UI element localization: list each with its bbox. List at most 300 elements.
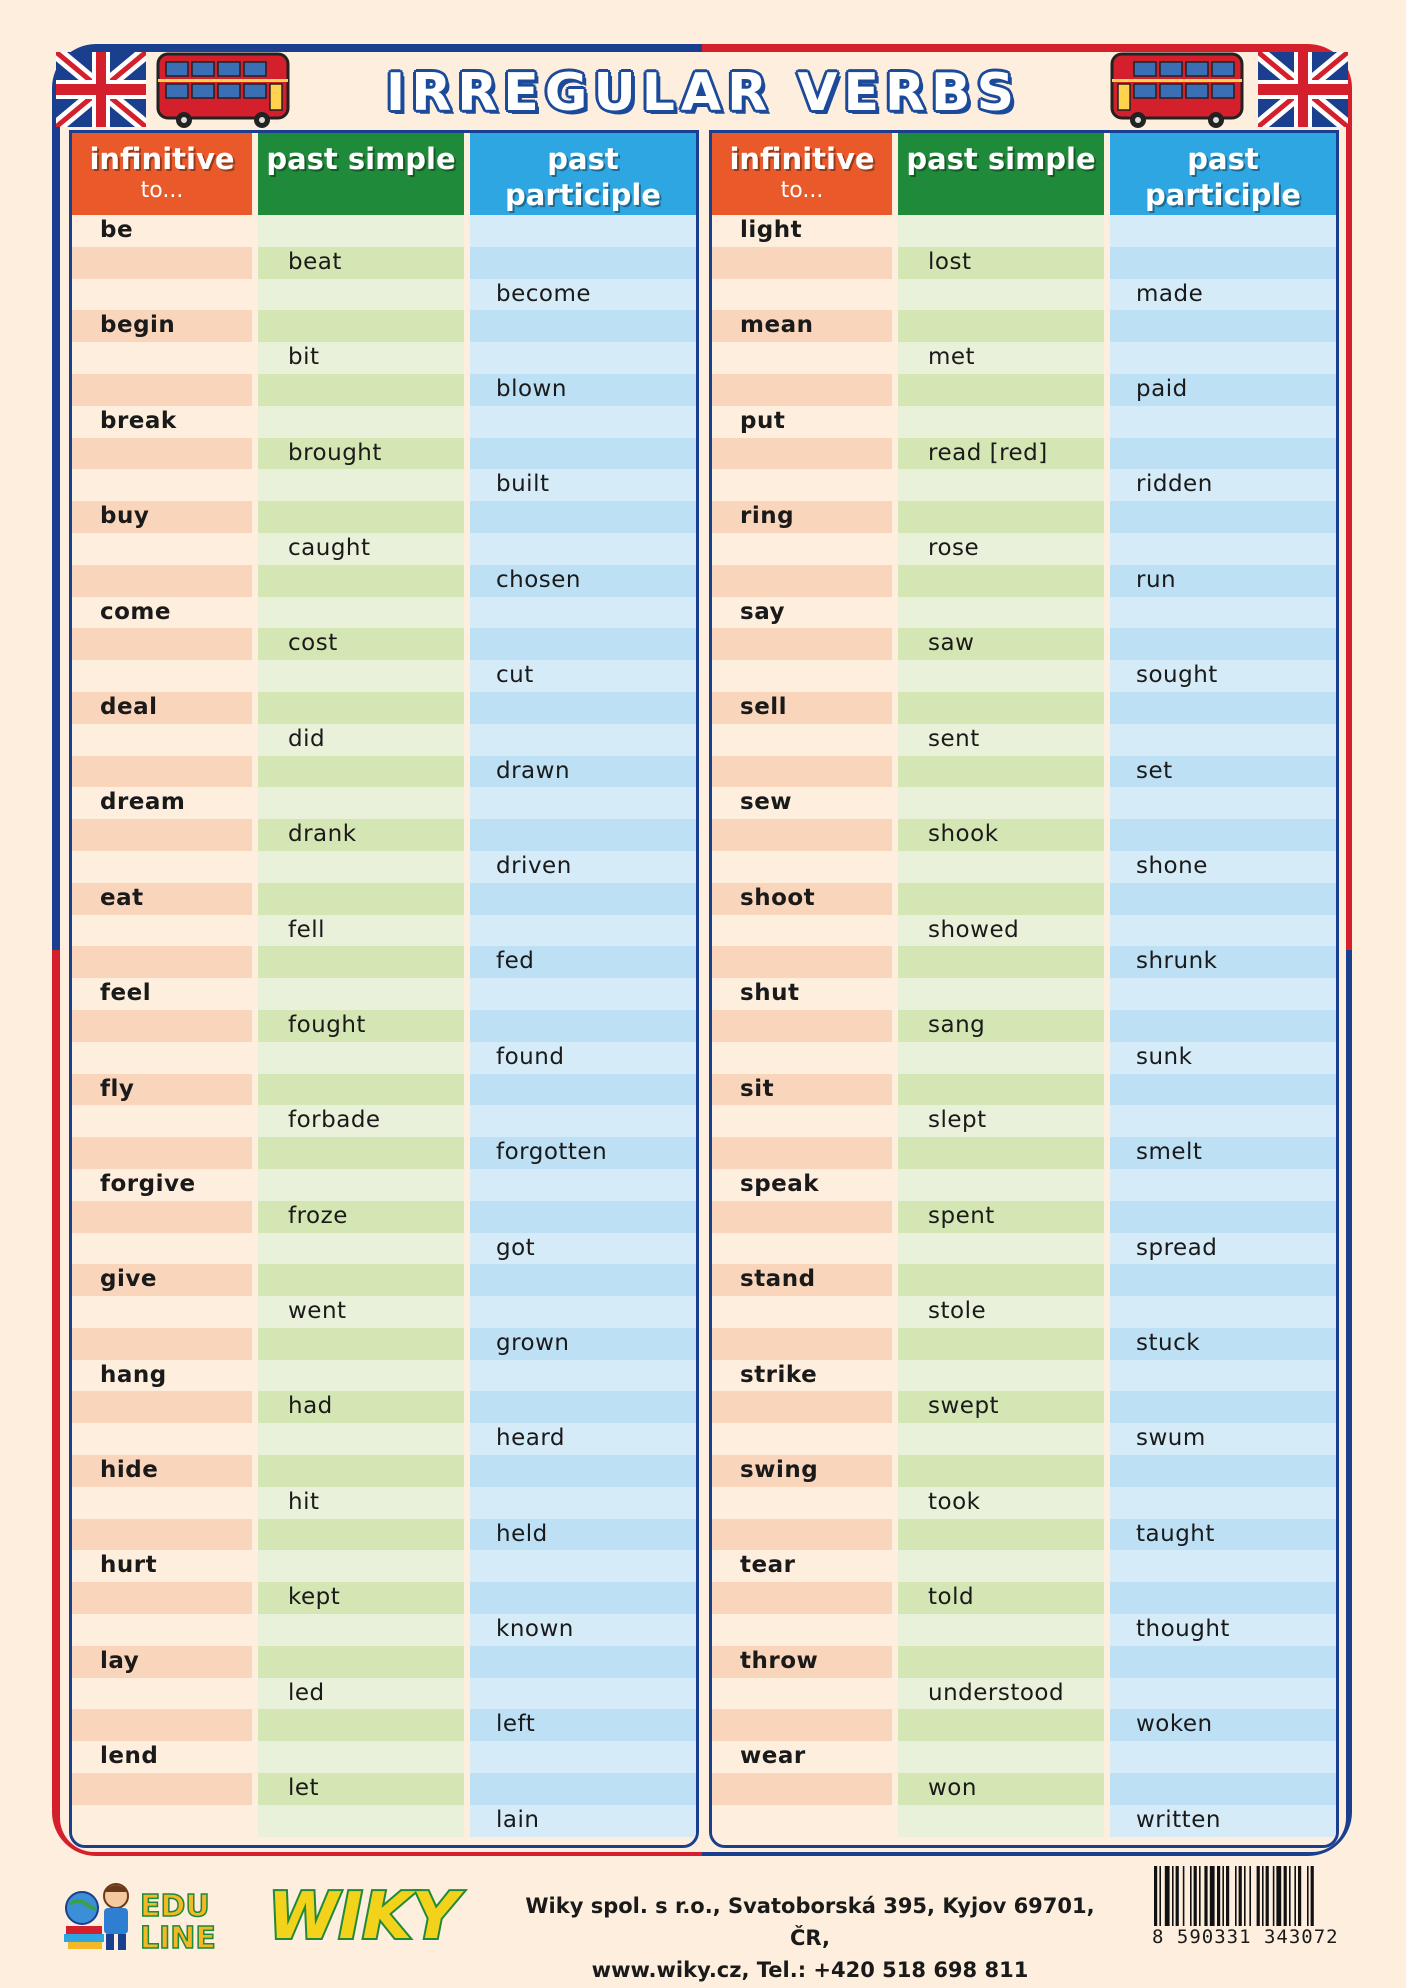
table-cell: grown — [470, 1328, 696, 1360]
table-cell — [712, 1614, 892, 1646]
table-cell — [1110, 406, 1336, 438]
table-cell — [258, 1328, 464, 1360]
table-cell — [258, 1233, 464, 1265]
table-cell: slept — [898, 1105, 1104, 1137]
table-cell — [898, 1550, 1104, 1582]
table-cell — [470, 819, 696, 851]
table-cell: thought — [1110, 1614, 1336, 1646]
table-cell: understood — [898, 1678, 1104, 1710]
table-cell — [72, 1773, 252, 1805]
table-cell: dream — [72, 787, 252, 819]
table-cell: found — [470, 1042, 696, 1074]
table-cell — [1110, 1487, 1336, 1519]
table-cell — [898, 1423, 1104, 1455]
table-cell — [72, 1614, 252, 1646]
header-infinitive — [72, 133, 252, 215]
table-cell — [712, 1296, 892, 1328]
table-cell — [258, 787, 464, 819]
table-cell — [72, 469, 252, 501]
table-cell: become — [470, 279, 696, 311]
table-cell — [1110, 1550, 1336, 1582]
table-cell — [72, 533, 252, 565]
table-cell: lost — [898, 247, 1104, 279]
table-cell: hide — [72, 1455, 252, 1487]
table-cell: blown — [470, 374, 696, 406]
table-cell: swept — [898, 1391, 1104, 1423]
table-cell — [1110, 215, 1336, 247]
table-cell — [712, 1423, 892, 1455]
table-cell — [712, 1678, 892, 1710]
table-cell — [712, 247, 892, 279]
table-cell — [712, 1042, 892, 1074]
header-past-participle-label: past participle — [1145, 142, 1301, 212]
table-cell — [712, 1105, 892, 1137]
table-cell — [1110, 628, 1336, 660]
table-cell — [258, 310, 464, 342]
table-cell: shook — [898, 819, 1104, 851]
table-cell — [72, 279, 252, 311]
page-title: IRREGULAR VERBS — [385, 63, 1021, 123]
table-cell — [712, 1010, 892, 1042]
uk-flag-left-icon — [56, 52, 146, 127]
table-cell — [72, 1582, 252, 1614]
table-cell: fell — [258, 915, 464, 947]
table-cell — [72, 247, 252, 279]
table-cell — [898, 1233, 1104, 1265]
table-cell: won — [898, 1773, 1104, 1805]
header-infinitive-sub: to... — [780, 178, 824, 203]
table-cell — [1110, 724, 1336, 756]
table-cell — [712, 279, 892, 311]
table-cell — [258, 1074, 464, 1106]
table-cell: cut — [470, 660, 696, 692]
svg-text:EDU: EDU — [140, 1889, 210, 1924]
table-cell — [898, 1137, 1104, 1169]
table-cell: ring — [712, 501, 892, 533]
table-cell: brought — [258, 438, 464, 470]
table-cell — [470, 1773, 696, 1805]
svg-text:WIKY: WIKY — [268, 1880, 459, 1954]
table-cell: sew — [712, 787, 892, 819]
table-cell — [1110, 1074, 1336, 1106]
infinitive-column — [72, 215, 252, 1845]
table-cell — [258, 501, 464, 533]
table-cell — [72, 724, 252, 756]
table-cell: forgotten — [470, 1137, 696, 1169]
table-cell: drawn — [470, 756, 696, 788]
table-cell — [1110, 310, 1336, 342]
table-cell — [898, 756, 1104, 788]
table-cell — [898, 310, 1104, 342]
table-cell — [470, 1010, 696, 1042]
table-cell — [72, 628, 252, 660]
table-cell — [72, 565, 252, 597]
table-cell: sent — [898, 724, 1104, 756]
table-cell — [712, 1233, 892, 1265]
table-cell — [1110, 1391, 1336, 1423]
table-cell: taught — [1110, 1519, 1336, 1551]
table-cell — [72, 342, 252, 374]
table-cell: drank — [258, 819, 464, 851]
header-past-simple — [898, 133, 1104, 215]
table-cell: had — [258, 1391, 464, 1423]
table-cell: heard — [470, 1423, 696, 1455]
table-cell — [470, 692, 696, 724]
table-cell — [1110, 597, 1336, 629]
table-cell — [1110, 1264, 1336, 1296]
table-cell — [258, 1137, 464, 1169]
table-cell — [72, 1105, 252, 1137]
table-cell — [712, 819, 892, 851]
table-cell — [712, 1391, 892, 1423]
table-cell: begin — [72, 310, 252, 342]
table-cell: paid — [1110, 374, 1336, 406]
table-cell — [258, 1264, 464, 1296]
table-cell — [258, 883, 464, 915]
table-cell — [72, 438, 252, 470]
red-bus-left-icon — [154, 52, 294, 130]
table-cell — [470, 1074, 696, 1106]
table-cell: known — [470, 1614, 696, 1646]
table-cell — [712, 1487, 892, 1519]
table-cell — [898, 692, 1104, 724]
table-cell: ridden — [1110, 469, 1336, 501]
table-cell — [1110, 1296, 1336, 1328]
table-cell: say — [712, 597, 892, 629]
table-cell — [1110, 1455, 1336, 1487]
table-cell: took — [898, 1487, 1104, 1519]
table-cell — [258, 215, 464, 247]
table-cell — [898, 469, 1104, 501]
table-cell — [898, 406, 1104, 438]
table-cell — [1110, 1360, 1336, 1392]
table-cell: sought — [1110, 660, 1336, 692]
table-cell — [1110, 1646, 1336, 1678]
table-cell — [898, 1455, 1104, 1487]
table-cell: shut — [712, 978, 892, 1010]
table-cell: saw — [898, 628, 1104, 660]
table-cell — [72, 946, 252, 978]
table-cell — [72, 1296, 252, 1328]
table-cell — [712, 1582, 892, 1614]
table-cell — [898, 1074, 1104, 1106]
table-cell — [898, 1519, 1104, 1551]
table-cell: beat — [258, 247, 464, 279]
table-cell: shoot — [712, 883, 892, 915]
table-cell: buy — [72, 501, 252, 533]
table-cell — [470, 883, 696, 915]
table-cell: fed — [470, 946, 696, 978]
table-cell — [470, 1646, 696, 1678]
table-cell: swum — [1110, 1423, 1336, 1455]
table-cell — [1110, 978, 1336, 1010]
table-cell: read [red] — [898, 438, 1104, 470]
table-cell — [898, 883, 1104, 915]
table-cell — [470, 501, 696, 533]
table-cell — [712, 1137, 892, 1169]
table-cell: mean — [712, 310, 892, 342]
red-bus-right-icon — [1108, 52, 1248, 130]
table-cell — [898, 1169, 1104, 1201]
table-cell: deal — [72, 692, 252, 724]
table-cell: chosen — [470, 565, 696, 597]
table-cell: spent — [898, 1201, 1104, 1233]
table-cell — [258, 1741, 464, 1773]
table-cell — [258, 1455, 464, 1487]
svg-text:LINE: LINE — [140, 1921, 216, 1954]
table-cell: hang — [72, 1360, 252, 1392]
table-cell — [1110, 1169, 1336, 1201]
table-cell — [258, 946, 464, 978]
table-cell — [1110, 1201, 1336, 1233]
table-cell — [712, 533, 892, 565]
table-cell — [470, 342, 696, 374]
table-cell: lain — [470, 1805, 696, 1837]
table-cell — [470, 215, 696, 247]
table-cell: forgive — [72, 1169, 252, 1201]
table-cell — [712, 374, 892, 406]
header-past-participle-label: past participle — [505, 142, 661, 212]
table-cell — [1110, 501, 1336, 533]
table-cell — [898, 946, 1104, 978]
table-cell: hurt — [72, 1550, 252, 1582]
table-cell — [898, 1264, 1104, 1296]
table-cell: speak — [712, 1169, 892, 1201]
table-cell: break — [72, 406, 252, 438]
table-cell — [712, 946, 892, 978]
table-cell — [470, 915, 696, 947]
table-cell — [258, 1805, 464, 1837]
table-cell — [258, 1709, 464, 1741]
table-cell — [258, 1550, 464, 1582]
past-participle-column — [470, 215, 696, 1845]
table-cell — [1110, 1010, 1336, 1042]
table-cell — [72, 374, 252, 406]
table-cell — [258, 565, 464, 597]
table-cell: sunk — [1110, 1042, 1336, 1074]
table-cell: strike — [712, 1360, 892, 1392]
table-cell: stole — [898, 1296, 1104, 1328]
table-cell: bit — [258, 342, 464, 374]
table-cell: caught — [258, 533, 464, 565]
header-infinitive-label: infinitive — [729, 142, 875, 176]
table-cell — [258, 469, 464, 501]
header-past-simple-label: past simple — [266, 142, 456, 176]
table-cell — [1110, 1773, 1336, 1805]
table-cell: feel — [72, 978, 252, 1010]
table-cell — [258, 1646, 464, 1678]
table-cell — [470, 978, 696, 1010]
table-cell — [1110, 1678, 1336, 1710]
table-cell: woken — [1110, 1709, 1336, 1741]
table-cell: run — [1110, 565, 1336, 597]
table-cell: fought — [258, 1010, 464, 1042]
table-cell: cost — [258, 628, 464, 660]
table-cell — [72, 1678, 252, 1710]
table-cell — [898, 787, 1104, 819]
table-cell — [470, 1360, 696, 1392]
uk-flag-right-icon — [1258, 52, 1348, 127]
table-cell: lay — [72, 1646, 252, 1678]
table-cell — [470, 628, 696, 660]
table-cell — [258, 406, 464, 438]
table-cell: sang — [898, 1010, 1104, 1042]
table-cell — [72, 1423, 252, 1455]
table-cell — [72, 1391, 252, 1423]
table-cell — [712, 1201, 892, 1233]
table-cell — [1110, 787, 1336, 819]
table-cell — [898, 215, 1104, 247]
table-cell — [898, 1328, 1104, 1360]
table-cell — [712, 342, 892, 374]
table-cell: spread — [1110, 1233, 1336, 1265]
table-cell: give — [72, 1264, 252, 1296]
table-cell — [712, 851, 892, 883]
wiky-logo — [262, 1874, 472, 1954]
table-cell — [258, 1614, 464, 1646]
table-cell — [470, 1296, 696, 1328]
table-cell — [712, 1519, 892, 1551]
table-cell — [712, 1805, 892, 1837]
table-cell — [258, 1042, 464, 1074]
table-cell — [898, 279, 1104, 311]
table-cell — [1110, 438, 1336, 470]
table-cell: did — [258, 724, 464, 756]
past-participle-column — [1110, 215, 1336, 1845]
company-contact: www.wiky.cz, Tel.: +420 518 698 811 — [591, 1958, 1029, 1982]
table-cell — [258, 279, 464, 311]
table-cell — [1110, 819, 1336, 851]
table-cell — [72, 915, 252, 947]
table-cell: light — [712, 215, 892, 247]
table-cell — [898, 1646, 1104, 1678]
table-cell — [898, 501, 1104, 533]
table-cell: kept — [258, 1582, 464, 1614]
table-cell — [258, 1423, 464, 1455]
table-cell — [470, 1741, 696, 1773]
table-cell — [258, 851, 464, 883]
verb-table-left — [69, 130, 699, 1848]
table-cell: come — [72, 597, 252, 629]
table-cell — [258, 1360, 464, 1392]
table-cell: set — [1110, 756, 1336, 788]
table-cell: be — [72, 215, 252, 247]
table-cell: smelt — [1110, 1137, 1336, 1169]
table-cell — [898, 1042, 1104, 1074]
table-cell — [1110, 247, 1336, 279]
table-cell — [712, 756, 892, 788]
table-cell — [898, 1709, 1104, 1741]
table-cell — [1110, 533, 1336, 565]
table-cell: sell — [712, 692, 892, 724]
table-cell: hit — [258, 1487, 464, 1519]
table-cell — [898, 1741, 1104, 1773]
table-cell — [898, 660, 1104, 692]
table-cell — [470, 724, 696, 756]
table-cell: stand — [712, 1264, 892, 1296]
table-cell: put — [712, 406, 892, 438]
table-cell — [898, 597, 1104, 629]
table-cell: swing — [712, 1455, 892, 1487]
table-cell: made — [1110, 279, 1336, 311]
barcode-number: 8 590331 343072 — [1152, 1926, 1360, 1948]
table-cell — [258, 660, 464, 692]
table-cell — [470, 787, 696, 819]
table-cell — [470, 1455, 696, 1487]
table-cell — [1110, 342, 1336, 374]
table-cell: throw — [712, 1646, 892, 1678]
table-cell — [72, 1709, 252, 1741]
table-cell — [72, 1042, 252, 1074]
table-cell — [898, 1360, 1104, 1392]
table-cell — [898, 374, 1104, 406]
table-cell: met — [898, 342, 1104, 374]
table-cell — [470, 1487, 696, 1519]
table-cell — [898, 1614, 1104, 1646]
table-cell — [470, 406, 696, 438]
table-cell — [72, 660, 252, 692]
table-cell: eat — [72, 883, 252, 915]
table-cell: went — [258, 1296, 464, 1328]
table-cell: held — [470, 1519, 696, 1551]
header-infinitive — [712, 133, 892, 215]
table-cell: got — [470, 1233, 696, 1265]
table-cell: left — [470, 1709, 696, 1741]
table-cell: let — [258, 1773, 464, 1805]
table-cell — [470, 1550, 696, 1582]
table-cell — [258, 374, 464, 406]
table-cell — [712, 724, 892, 756]
table-cell — [258, 978, 464, 1010]
table-cell — [470, 1105, 696, 1137]
table-cell — [72, 819, 252, 851]
table-cell — [72, 1487, 252, 1519]
table-cell — [1110, 1741, 1336, 1773]
verb-table-right — [709, 130, 1339, 1848]
table-cell — [258, 692, 464, 724]
header-past-simple-label: past simple — [906, 142, 1096, 176]
table-cell — [72, 1201, 252, 1233]
table-cell — [712, 1328, 892, 1360]
table-cell — [72, 1137, 252, 1169]
table-cell — [470, 438, 696, 470]
table-cell — [898, 978, 1104, 1010]
table-cell — [470, 1264, 696, 1296]
table-cell — [1110, 915, 1336, 947]
table-cell — [712, 438, 892, 470]
header-past-participle — [1110, 133, 1336, 215]
table-cell — [712, 1709, 892, 1741]
table-cell — [470, 1201, 696, 1233]
header-infinitive-sub: to... — [140, 178, 184, 203]
table-cell — [72, 1010, 252, 1042]
table-cell — [258, 597, 464, 629]
header-infinitive-label: infinitive — [89, 142, 235, 176]
table-cell — [72, 1519, 252, 1551]
table-cell — [470, 1169, 696, 1201]
table-cell — [258, 756, 464, 788]
table-cell: built — [470, 469, 696, 501]
table-cell: fly — [72, 1074, 252, 1106]
table-cell — [1110, 1105, 1336, 1137]
company-address: Wiky spol. s r.o., Svatoborská 395, Kyjov 69701, ČR, — [525, 1894, 1095, 1950]
table-cell: written — [1110, 1805, 1336, 1837]
table-cell — [470, 247, 696, 279]
table-cell — [898, 851, 1104, 883]
table-cell — [712, 1773, 892, 1805]
past-simple-column — [258, 215, 464, 1845]
table-cell: froze — [258, 1201, 464, 1233]
